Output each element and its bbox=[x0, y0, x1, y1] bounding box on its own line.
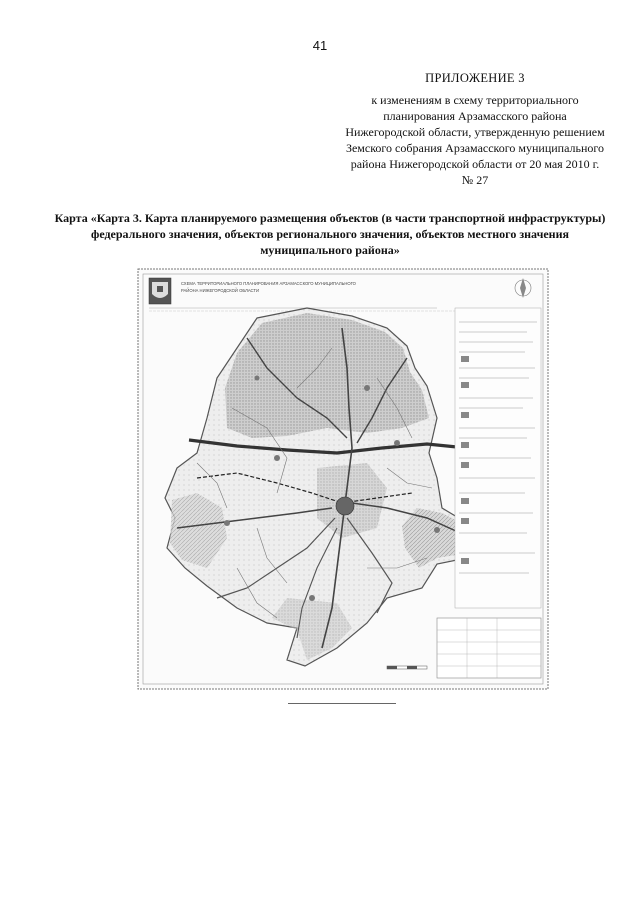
emblem-mark bbox=[157, 286, 163, 292]
footer-rule bbox=[288, 703, 396, 704]
legend-panel bbox=[455, 308, 541, 608]
map-image bbox=[137, 268, 549, 690]
settlement-4 bbox=[434, 527, 440, 533]
map-figure bbox=[137, 268, 549, 690]
map-caption: Карта «Карта 3. Карта планируемого размещения объектов (в части транспортной инфраструктуры) федерального значения, объектов регионального значения, объектов местного значения муниципального района» bbox=[54, 211, 606, 257]
map-header-line2: РАЙОНА НИЖЕГОРОДСКОЙ ОБЛАСТИ bbox=[181, 288, 259, 293]
settlement-3 bbox=[224, 520, 230, 526]
page-number: 41 bbox=[312, 38, 328, 53]
appendix-text: к изменениям в схему территориального планирования Арзамасского района Нижегородской области, утвержденную решением Земского собрания Арзамасского муниципального района Нижегородской области от 20 мая 2010 г. № 27 bbox=[345, 93, 605, 187]
settlement-2 bbox=[394, 440, 400, 446]
settlement-7 bbox=[255, 376, 260, 381]
settlement-5 bbox=[309, 595, 315, 601]
appendix-title: ПРИЛОЖЕНИЕ 3 bbox=[425, 71, 525, 85]
scale-bar bbox=[387, 666, 427, 669]
city-arzamas bbox=[336, 497, 354, 515]
settlement-1 bbox=[274, 455, 280, 461]
settlement-6 bbox=[364, 385, 370, 391]
map-header-line1: СХЕМА ТЕРРИТОРИАЛЬНОГО ПЛАНИРОВАНИЯ АРЗАМАССКОГО МУНИЦИПАЛЬНОГО bbox=[181, 281, 356, 286]
title-block bbox=[437, 618, 541, 678]
